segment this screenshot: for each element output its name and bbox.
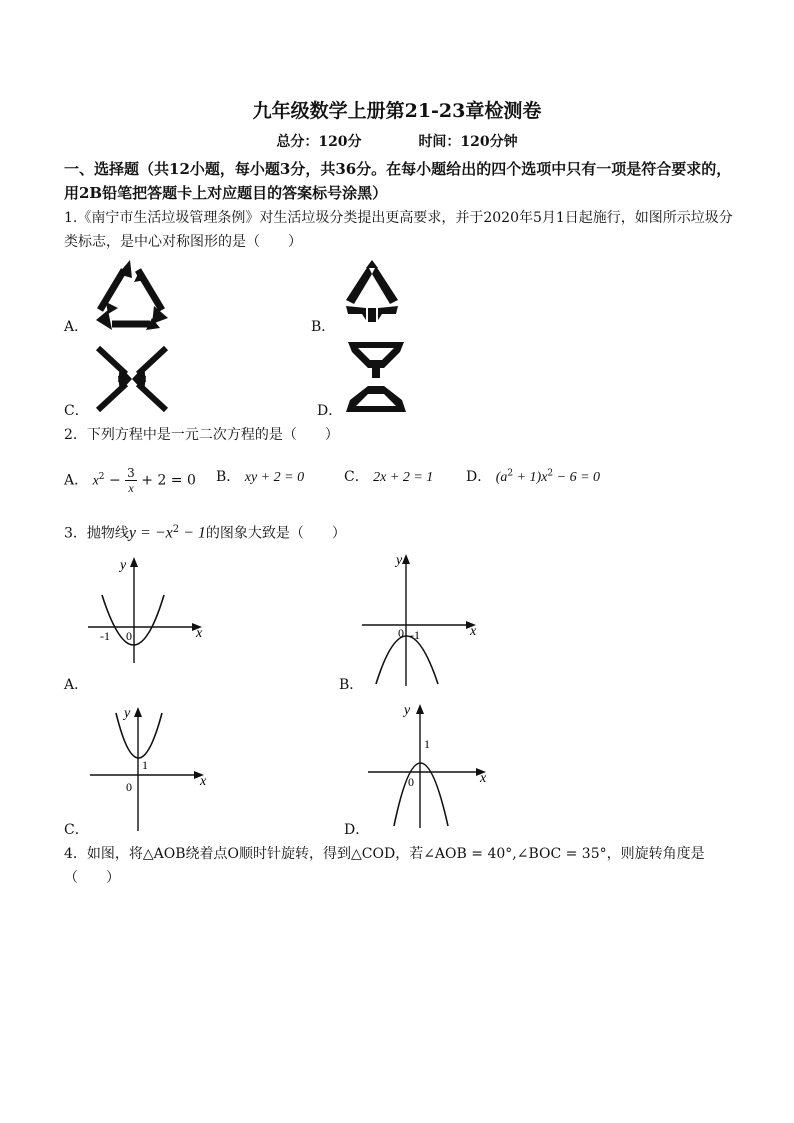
q2-a-numerator: 3 xyxy=(127,466,135,480)
q3-c-y-label: y xyxy=(124,706,131,721)
question-2-text: 2．下列方程中是一元二次方程的是（ ） xyxy=(64,427,339,443)
q3-b-x-label: x xyxy=(470,624,477,639)
recycle-arrow-up-icon xyxy=(340,258,404,326)
question-4-text: 4．如图，将△AOB绕着点O顺时针旋转，得到△COD，若∠AOB = 40°,∠BOC = 35°，则旋转角度是（ ） xyxy=(64,846,705,886)
q2-d-post: − 6 = 0 xyxy=(553,470,601,485)
q3-graph-a xyxy=(88,555,214,665)
q2-d-exp2: 2 xyxy=(547,468,554,479)
q3-a-x-label: x xyxy=(196,626,203,641)
q3-option-b-label: B． xyxy=(339,677,364,693)
q3-b-intercept: -1 xyxy=(410,628,420,642)
q3-c-intercept: 1 xyxy=(142,758,148,772)
q3-option-a-label: A． xyxy=(64,677,89,693)
q3-d-origin: 0 xyxy=(408,775,414,789)
recycle-hourglass-icon xyxy=(344,338,408,414)
q2-a-exp: 2 xyxy=(98,471,105,482)
q2-a-minus: − xyxy=(104,472,126,489)
q2-d-pre: (a xyxy=(495,470,508,485)
q2-option-b xyxy=(216,466,304,486)
q3-eq-exp: 2 xyxy=(172,524,180,535)
q2-d-exp1: 2 xyxy=(507,468,514,479)
q3-eq-post: − 1 xyxy=(179,524,206,542)
q3-b-origin: 0 xyxy=(398,626,404,640)
q3-d-x-label: x xyxy=(480,771,487,786)
total-score: 总分：120分 xyxy=(276,134,362,150)
q3-text-post: 的图象大致是（ ） xyxy=(205,525,346,542)
question-3-text xyxy=(64,518,736,546)
q1-option-a-label: A． xyxy=(64,319,89,335)
q3-graph-d xyxy=(368,700,494,830)
q2-option-b-label: B． xyxy=(216,469,241,485)
q2-option-a xyxy=(64,466,196,495)
q3-b-y-label: y xyxy=(396,553,403,568)
q3-c-origin: 0 xyxy=(126,780,132,794)
q2-a-var: x xyxy=(92,473,99,489)
q3-d-intercept: 1 xyxy=(424,737,430,751)
q3-graph-b xyxy=(362,548,488,688)
q2-option-d-label: D． xyxy=(466,469,492,485)
q3-eq-pre: y = −x xyxy=(128,524,173,542)
recycle-cross-arrows-icon xyxy=(96,344,168,412)
q3-graph-c xyxy=(90,703,216,833)
q1-option-c-label: C． xyxy=(64,403,89,419)
q2-option-c-label: C． xyxy=(344,469,369,485)
q3-option-c-label: C． xyxy=(64,822,89,838)
q3-c-x-label: x xyxy=(200,774,207,789)
q3-d-y-label: y xyxy=(404,703,411,718)
q3-a-intercept: -1 xyxy=(100,629,110,643)
q2-option-c xyxy=(344,466,433,486)
q3-option-d-label: D． xyxy=(344,822,370,838)
q2-d-mid: + 1)x xyxy=(513,470,548,485)
q2-b-eq: xy + 2 = 0 xyxy=(244,470,305,485)
recycle-triangle-icon xyxy=(90,258,174,334)
exam-time: 时间：120分钟 xyxy=(418,134,518,150)
section-heading: 一、选择题（共12小题，每小题3分，共36分。在每小题给出的四个选项中只有一项是符合要求的，用2B铅笔把答题卡上对应题目的答案标号涂黑） xyxy=(64,160,732,202)
question-1-text: 1.《南宁市生活垃圾管理条例》对生活垃圾分类提出更高要求，并于2020年5月1日起施行，如图所示垃圾分类标志，是中心对称图形的是（ ） xyxy=(64,210,733,250)
q2-a-rest: + 2 = 0 xyxy=(136,472,196,489)
q2-option-a-label: A． xyxy=(64,472,89,489)
exam-meta xyxy=(0,131,794,151)
q2-option-d xyxy=(466,466,600,486)
q2-c-eq: 2x + 2 = 1 xyxy=(373,470,434,485)
page-title: 九年级数学上册第21-23章检测卷 xyxy=(252,100,542,122)
q3-text-pre: 3．抛物线 xyxy=(64,525,129,542)
q1-option-b-label: B． xyxy=(311,319,336,335)
q1-option-d-label: D． xyxy=(317,403,343,419)
q3-a-y-label: y xyxy=(120,558,127,573)
q2-a-denominator: x xyxy=(128,481,134,495)
q3-a-origin: 0 xyxy=(126,629,132,643)
